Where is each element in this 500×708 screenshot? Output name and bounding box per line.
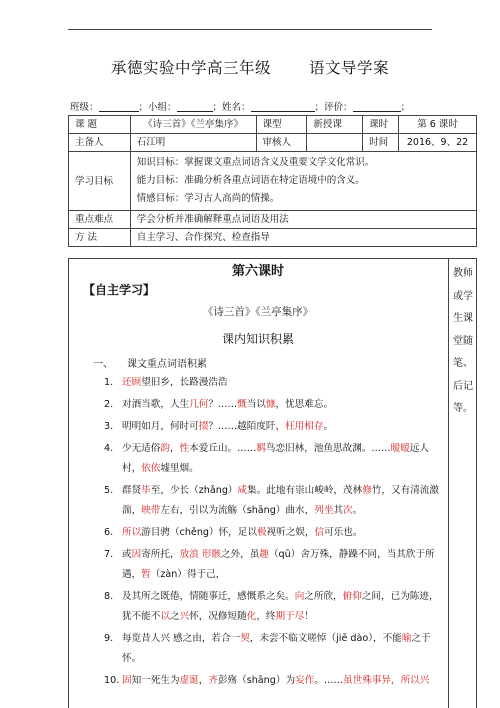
key-word: 喻 xyxy=(401,633,412,644)
key-word: 咸 xyxy=(237,485,248,496)
goal-ability: 能力目标：准确分析各重点词语在特定语境中的含义。 xyxy=(136,175,365,186)
item-text: 。 xyxy=(323,421,334,432)
item-text: 之间，已为陈迹，犹不能不 xyxy=(122,591,439,622)
lesson-meta-table xyxy=(68,115,477,247)
key-word: 向 xyxy=(294,591,305,602)
key-word: 还顾 xyxy=(122,377,142,388)
item-text: ，忧思难忘。 xyxy=(275,399,334,410)
item-text: 寄所托， xyxy=(141,549,180,560)
type-value: 新授课 xyxy=(307,116,363,134)
preparer-value: 石江明 xyxy=(130,134,256,152)
item-number: 3. xyxy=(104,421,114,432)
item-text: ！ xyxy=(304,611,314,622)
item-text: 至，少长（zhǎng） xyxy=(150,485,238,496)
meta-row-topic xyxy=(69,116,477,134)
item-text: 每览昔人兴 感之由，若合一 xyxy=(122,633,241,644)
key-word: 慨 xyxy=(237,399,247,410)
item-text: 明明如月，何时可 xyxy=(122,421,199,432)
work-title: 《诗三首》《兰亭集序》 xyxy=(202,306,314,318)
vocabulary-list xyxy=(104,373,446,693)
list-item xyxy=(104,481,446,521)
key-word: 兴 xyxy=(179,611,190,622)
key-word: 期于尽 xyxy=(275,611,305,622)
key-word: 几何 xyxy=(189,399,209,410)
item-text: （qū）舍万殊，静躁不同，当其欣于所遇， xyxy=(122,549,435,580)
key-word: 信 xyxy=(314,527,325,538)
time-label: 时间 xyxy=(363,134,399,152)
item-text: 之于怀。 xyxy=(122,633,431,664)
item-text: 游目骋（chěng）怀，足以 xyxy=(141,527,257,538)
item-text: 怀，况修短随 xyxy=(189,611,247,622)
key-points-value: 学会分析并准确解释重点词语及用法 xyxy=(130,211,476,229)
subject-name: 语文导学案 xyxy=(309,59,390,77)
group-label: ；小组： xyxy=(138,102,177,113)
key-word: 暂 xyxy=(141,569,151,580)
item-number: 1. xyxy=(104,377,114,388)
goal-knowledge: 知识目标：掌握课文重点词语含义及重要文学文化常识。 xyxy=(136,157,375,168)
self-study-heading: 【自主学习】 xyxy=(83,283,156,297)
list-item xyxy=(104,545,446,585)
item-text: 。…… xyxy=(314,675,344,686)
item-number: 5. xyxy=(104,485,114,496)
item-number: 4. xyxy=(104,443,114,454)
key-word: 依依 xyxy=(141,463,161,474)
key-word: 羁 xyxy=(256,443,266,454)
key-word: 齐 xyxy=(208,675,218,686)
key-word: 以 xyxy=(160,611,170,622)
key-word: 因 xyxy=(131,549,142,560)
name-blank[interactable] xyxy=(251,102,315,112)
item-text: 视听之娱， xyxy=(266,527,315,538)
meta-row-method xyxy=(69,229,477,247)
key-word: 形骸 xyxy=(201,549,221,560)
meta-row-preparer xyxy=(69,134,477,152)
list-item xyxy=(104,439,446,479)
school-name: 承德实验中学高三年级 xyxy=(110,59,271,77)
item-text: 望旧乡，长路漫浩浩 xyxy=(141,377,228,388)
list-item xyxy=(104,373,446,393)
reviewer-value xyxy=(307,134,363,152)
item-number: 6. xyxy=(104,527,114,538)
key-word: 化 xyxy=(246,611,257,622)
item-number: 8. xyxy=(104,591,114,602)
period-label: 课时 xyxy=(363,116,399,134)
method-label: 方 法 xyxy=(69,229,131,247)
key-word: 映带 xyxy=(141,505,161,516)
reviewer-label: 审核人 xyxy=(256,134,307,152)
time-value: 2016、9、22 xyxy=(399,134,477,152)
key-word: 放浪 xyxy=(179,549,199,560)
type-label: 课型 xyxy=(256,116,307,134)
key-word: 慷 xyxy=(265,399,276,410)
section-number: 一、 xyxy=(93,359,113,370)
topic-value: 《诗三首》《兰亭集序》 xyxy=(130,116,256,134)
list-item xyxy=(104,587,446,627)
item-text: 竹，又有清流激湍， xyxy=(122,485,439,516)
item-text: 可乐也。 xyxy=(324,527,363,538)
lesson-title: 第六课时 xyxy=(231,264,284,279)
side-column-divider xyxy=(448,258,449,708)
item-text: 左右，引以为流觞（shāng）曲水， xyxy=(160,505,315,516)
item-text: 之外，虽 xyxy=(221,549,260,560)
key-word: 韵 xyxy=(160,443,170,454)
key-word: 毕 xyxy=(141,485,151,496)
item-text: 之所欣， xyxy=(304,591,343,602)
key-word: 妄作 xyxy=(295,675,315,686)
section-title: 课文重点词语积累 xyxy=(127,359,207,370)
preparer-label: 主备人 xyxy=(69,134,131,152)
item-number: 7. xyxy=(104,549,114,560)
meta-row-goals xyxy=(69,152,477,211)
item-text: 集。此地有崇山峻岭，茂林 xyxy=(247,485,363,496)
eval-label: ；评价： xyxy=(314,102,353,113)
item-text: 当以 xyxy=(246,399,266,410)
item-text: 知一死生为 xyxy=(131,675,180,686)
name-label: ；姓名： xyxy=(212,102,251,113)
item-text: 之 xyxy=(169,611,180,622)
list-item xyxy=(104,395,446,415)
key-word: 修 xyxy=(362,485,372,496)
list-item xyxy=(104,671,446,691)
key-word: 俯仰 xyxy=(342,591,362,602)
item-text: ， xyxy=(198,675,209,686)
item-text: 本爱丘山。…… xyxy=(189,443,257,454)
key-word: 固 xyxy=(122,675,132,686)
side-note: 教师或学生课堂随笔、后记等。 xyxy=(453,268,473,414)
topic-label: 课 题 xyxy=(69,116,131,134)
key-word: 契 xyxy=(240,633,250,644)
item-number: 2. xyxy=(104,399,114,410)
period-value: 第 6 课时 xyxy=(399,116,477,134)
item-text: 。 xyxy=(352,505,363,516)
group-blank[interactable] xyxy=(177,102,213,112)
key-word: 虽世殊事异，所以兴 xyxy=(343,675,430,686)
document-title xyxy=(0,56,500,78)
meta-row-key-points xyxy=(69,211,477,229)
key-word: 趣 xyxy=(259,549,269,560)
item-text: 及其所之既倦，情随事迁，感慨系之矣。 xyxy=(122,591,295,602)
list-item xyxy=(104,417,446,437)
item-text: 墟里烟。 xyxy=(160,463,199,474)
method-value: 自主学习、合作探究、检查指导 xyxy=(130,229,476,247)
key-word: 列坐 xyxy=(314,505,334,516)
item-text: 其 xyxy=(333,505,344,516)
top-rule xyxy=(68,29,432,30)
item-text: ？…… xyxy=(208,399,238,410)
item-text: ？……越陌度阡， xyxy=(208,421,286,432)
key-word: 虚诞 xyxy=(179,675,199,686)
key-word: 暧暧 xyxy=(390,443,410,454)
info-end: ； xyxy=(400,102,411,113)
list-item xyxy=(104,523,446,543)
key-word: 性 xyxy=(179,443,190,454)
item-text: 少无适俗 xyxy=(122,443,161,454)
item-text: 或 xyxy=(122,549,132,560)
key-word: 次 xyxy=(343,505,353,516)
key-word: 掇 xyxy=(198,421,209,432)
key-word: 枉用相存 xyxy=(285,421,324,432)
item-text: 远人村， xyxy=(122,443,429,474)
key-word: 极 xyxy=(256,527,267,538)
item-number: 10. xyxy=(104,675,120,686)
knowledge-subtitle: 课内知识积累 xyxy=(221,332,294,346)
item-text: ， xyxy=(169,443,180,454)
goal-emotion: 情感目标：学习古人高尚的情操。 xyxy=(136,193,280,204)
item-text: 对酒当歌，人生 xyxy=(122,399,190,410)
student-info-line xyxy=(70,99,410,113)
key-word: 所以 xyxy=(122,527,142,538)
item-text: ，终 xyxy=(256,611,276,622)
item-text: 群贤 xyxy=(122,485,142,496)
item-text: ，未尝不临文嗟悼（jiē dào），不能 xyxy=(249,633,402,644)
goals-list xyxy=(130,152,476,211)
item-text: 鸟恋旧林，池鱼思故渊。…… xyxy=(265,443,391,454)
eval-blank[interactable] xyxy=(353,102,401,112)
class-blank[interactable] xyxy=(99,102,139,112)
class-label: 班级： xyxy=(70,102,99,113)
list-item xyxy=(104,629,446,669)
goals-label: 学习目标 xyxy=(69,152,131,211)
item-text: （zàn）得于己， xyxy=(150,569,226,580)
section-heading xyxy=(93,355,207,370)
item-text: 彭殇（shāng）为 xyxy=(217,675,296,686)
key-points-label: 重点难点 xyxy=(69,211,131,229)
item-number: 9. xyxy=(104,633,114,644)
